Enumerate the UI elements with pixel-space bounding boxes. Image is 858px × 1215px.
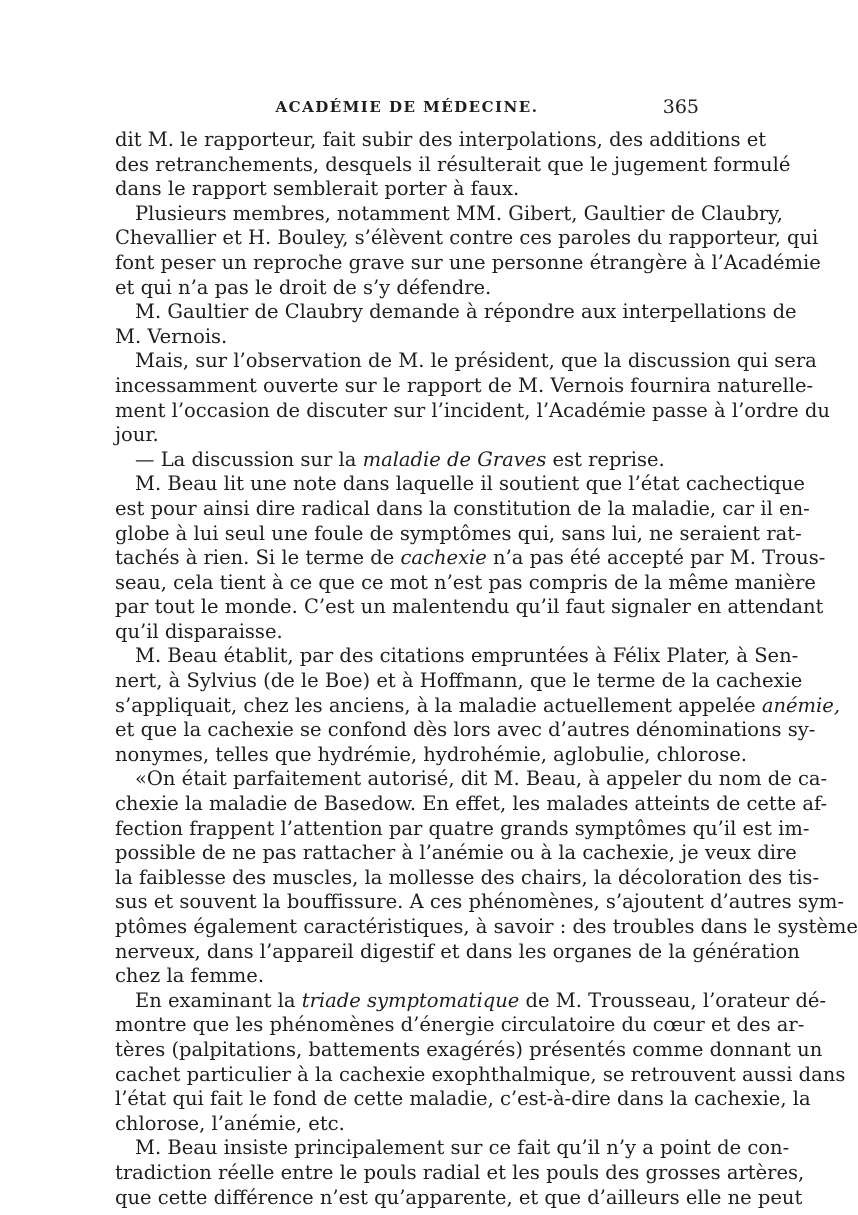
text-line: globe à lui seul une foule de symptômes qui, sans lui, ne seraient rat-	[115, 521, 802, 545]
text-segment: s’appliquait, chez les anciens, à la maladie actuellement appelée	[115, 693, 762, 717]
text-line: nonymes, telles que hydrémie, hydrohémie, aglobulie, chlorose.	[115, 742, 747, 766]
text-line: et qui n’a pas le droit de s’y défendre.	[115, 275, 492, 299]
italic-term: maladie de Graves	[362, 447, 547, 471]
italic-term: anémie,	[761, 693, 841, 717]
body-text	[115, 128, 858, 1210]
italic-term: cachexie	[400, 546, 487, 570]
italic-term: triade symptomatique	[301, 988, 520, 1012]
text-segment: de M. Trousseau, l’orateur dé-	[519, 988, 827, 1012]
text-line: est pour ainsi dire radical dans la constitution de la maladie, car il en-	[115, 496, 810, 520]
text-line: M. Gaultier de Claubry demande à répondre aux interpellations de	[135, 300, 797, 324]
text-line: des retranchements, desquels il résulterait que le jugement formulé	[115, 152, 791, 176]
text-line: cachet particulier à la cachexie exophthalmique, se retrouvent aussi dans	[115, 1062, 846, 1086]
text-line: possible de ne pas rattacher à l’anémie ou à la cachexie, je veux dire	[115, 841, 797, 865]
text-line: montre que les phénomènes d’énergie circulatoire du cœur et des ar-	[115, 1013, 805, 1037]
text-line: l’état qui fait le fond de cette maladie, c’est-à-dire dans la cachexie, la	[115, 1087, 811, 1111]
text-line: Mais, sur l’observation de M. le président, que la discussion qui sera	[135, 349, 817, 373]
text-line: jour.	[115, 423, 159, 447]
text-line: tères (palpitations, battements exagérés) présentés comme donnant un	[115, 1037, 823, 1061]
text-line: nerveux, dans l’appareil digestif et dans les organes de la génération	[115, 939, 800, 963]
text-line: qu’il disparaisse.	[115, 619, 283, 643]
text-line: «On était parfaitement autorisé, dit M. Beau, à appeler du nom de ca-	[135, 767, 828, 791]
text-line: M. Beau insiste principalement sur ce fait qu’il n’y a point de con-	[135, 1136, 790, 1160]
text-line: Plusieurs membres, notamment MM. Gibert, Gaultier de Claubry,	[135, 201, 783, 225]
text-line: fection frappent l’attention par quatre grands symptômes qu’il est im-	[115, 816, 810, 840]
text-line: par tout le monde. C’est un malentendu qu’il faut signaler en attendant	[115, 595, 824, 619]
text-line	[115, 546, 826, 571]
text-line: M. Beau établit, par des citations empruntées à Félix Plater, à Sen-	[135, 644, 799, 668]
text-line: tradiction réelle entre le pouls radial et les pouls des grosses artères,	[115, 1160, 805, 1184]
text-line: ment l’occasion de discuter sur l’incident, l’Académie passe à l’ordre du	[115, 398, 830, 422]
text-line: que cette différence n’est qu’apparente, et que d’ailleurs elle ne peut	[115, 1185, 803, 1209]
text-line: sus et souvent la bouffissure. A ces phénomènes, s’ajoutent d’autres sym-	[115, 890, 844, 914]
text-line: dit M. le rapporteur, fait subir des interpolations, des additions et	[115, 128, 767, 151]
text-line: incessamment ouverte sur le rapport de M. Vernois fournira naturelle-	[115, 373, 814, 397]
text-line: la faiblesse des muscles, la mollesse des chairs, la décoloration des tis-	[115, 865, 820, 889]
text-segment: est reprise.	[546, 447, 665, 471]
text-line: chlorose, l’anémie, etc.	[115, 1111, 345, 1135]
running-head: ACADÉMIE DE MÉDECINE.	[275, 98, 539, 116]
text-segment: En examinant la	[135, 988, 302, 1012]
text-line: font peser un reproche grave sur une personne étrangère à l’Académie	[115, 250, 821, 274]
text-line: nert, à Sylvius (de le Boe) et à Hoffmann, que le terme de la cachexie	[115, 669, 803, 693]
text-line: chexie la maladie de Basedow. En effet, les malades atteints de cette af-	[115, 792, 828, 816]
text-line: et que la cachexie se confond dès lors avec d’autres dénominations sy-	[115, 718, 816, 742]
text-line: M. Vernois.	[115, 324, 228, 348]
text-line: chez la femme.	[115, 964, 265, 988]
text-line: ptômes également caractéristiques, à savoir : des troubles dans le système	[115, 915, 858, 938]
text-line: dans le rapport semblerait porter à faux.	[115, 177, 520, 201]
text-segment: — La discussion sur la	[135, 447, 363, 471]
text-line: Chevallier et H. Bouley, s’élèvent contre ces paroles du rapporteur, qui	[115, 226, 819, 250]
text-segment: n’a pas été accepté par M. Trous-	[486, 546, 826, 570]
text-line: seau, cela tient à ce que ce mot n’est pas compris de la même manière	[115, 570, 816, 594]
text-segment: tachés à rien. Si le terme de	[115, 546, 401, 570]
text-line: M. Beau lit une note dans laquelle il soutient que l’état cachectique	[135, 472, 805, 496]
page-header	[115, 98, 699, 122]
text-line	[115, 693, 841, 719]
text-line	[115, 988, 827, 1014]
page-number: 365	[662, 96, 699, 118]
text-line	[115, 448, 699, 473]
